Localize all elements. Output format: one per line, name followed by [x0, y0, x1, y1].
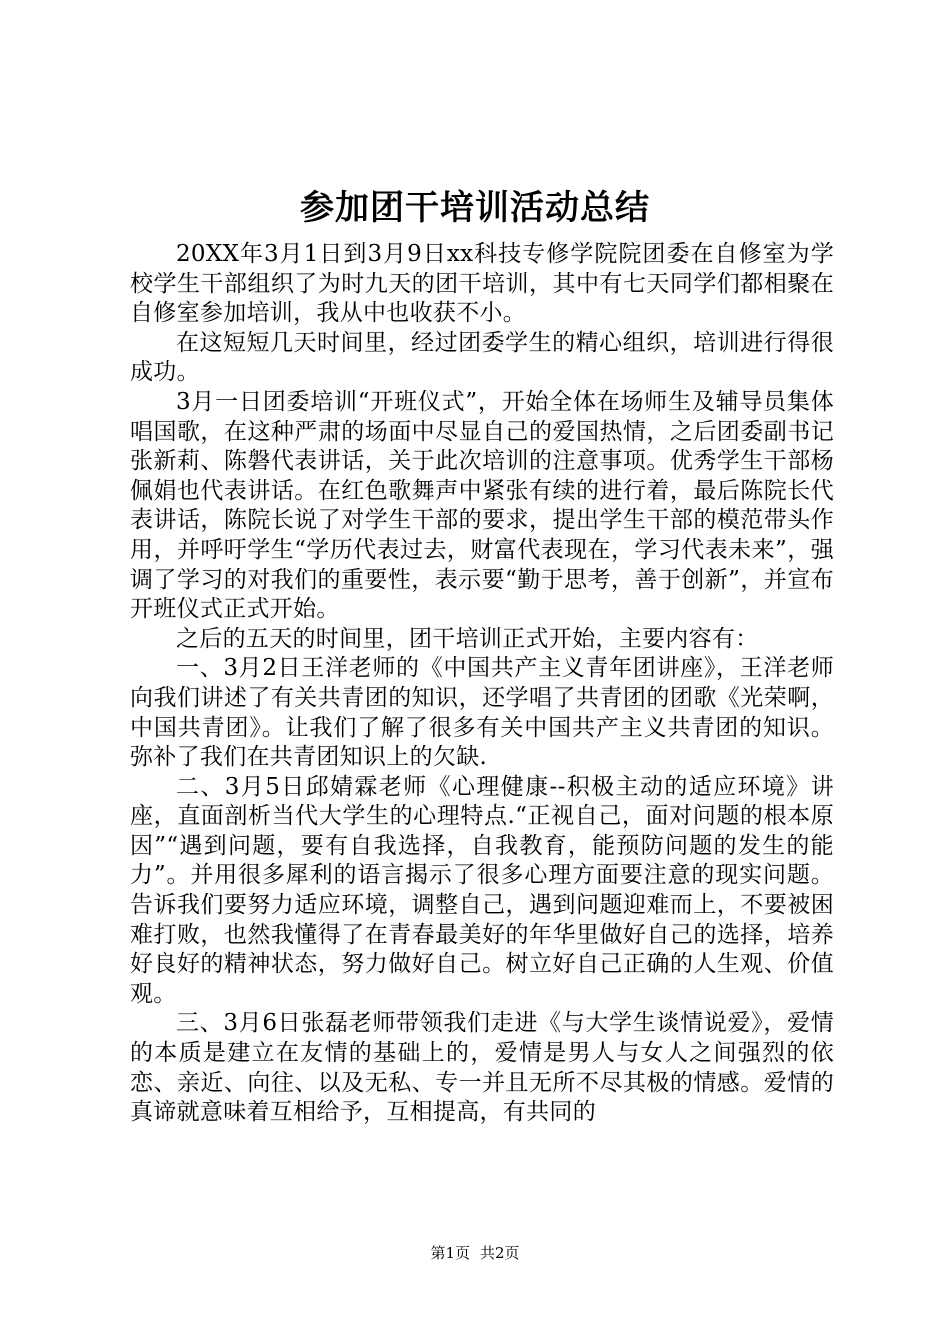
page-total: 共2页 [480, 1244, 520, 1262]
page-number: 第1页 [430, 1244, 470, 1262]
document-body [130, 240, 834, 1128]
paragraph-main-content-intro: 之后的五天的时间里，团干培训正式开始，主要内容有： [176, 625, 759, 652]
paragraph-lecture-three: 三、3月6日张磊老师带领我们走进《与大学生谈情说爱》，爱情的本质是建立在友情的基础上的，爱情是男人与女人之间强烈的依恋、亲近、向往、以及无私、专一并且无所不尽其极的情感。爱情的真谛就意味着互相给予，互相提高，有共同的 [130, 1010, 834, 1126]
page-footer [0, 1243, 950, 1263]
paragraph-lecture-two: 二、3月5日邱婧霖老师《心理健康--积极主动的适应环境》讲座，直面剖析当代大学生的心理特点.“正视自己，面对问题的根本原因”“遇到问题，要有自我选择，自我教育，能预防问题的发生的能力”。并用很多犀利的语言揭示了很多心理方面要注意的现实问题。告诉我们要努力适应环境，调整自己，遇到问题迎难而上，不要被困难打败，也然我懂得了在青春最美好的年华里做好自己的选择，培养好良好的精神状态，努力做好自己。树立好自己正确的人生观、价值观。 [130, 773, 834, 1007]
paragraph-opening-ceremony: 3月一日团委培训“开班仪式”，开始全体在场师生及辅导员集体唱国歌，在这种严肃的场面中尽显自己的爱国热情，之后团委副书记张新莉、陈磐代表讲话，关于此次培训的注意事项。优秀学生干部杨佩娟也代表讲话。在红色歌舞声中紧张有续的进行着，最后陈院长代表讲话，陈院长说了对学生干部的要求，提出学生干部的模范带头作用，并呼吁学生“学历代表过去，财富代表现在，学习代表未来”，强调了学习的对我们的重要性，表示要“勤于思考，善于创新”，并宣布开班仪式正式开始。 [130, 388, 834, 623]
paragraph-intro: 20XX年3月1日到3月9日xx科技专修学院院团委在自修室为学校学生干部组织了为时九天的团干培训，其中有七天同学们都相聚在自修室参加培训，我从中也收获不小。 [130, 241, 834, 327]
paragraph-success: 在这短短几天时间里，经过团委学生的精心组织，培训进行得很成功。 [130, 329, 834, 386]
document-title: 参加团干培训活动总结 [300, 188, 650, 228]
paragraph-lecture-one: 一、3月2日王洋老师的《中国共产主义青年团讲座》，王洋老师向我们讲述了有关共青团的知识，还学唱了共青团的团歌《光荣啊，中国共青团》。让我们了解了很多有关中国共产主义共青团的知识。弥补了我们在共青团知识上的欠缺. [130, 655, 834, 771]
